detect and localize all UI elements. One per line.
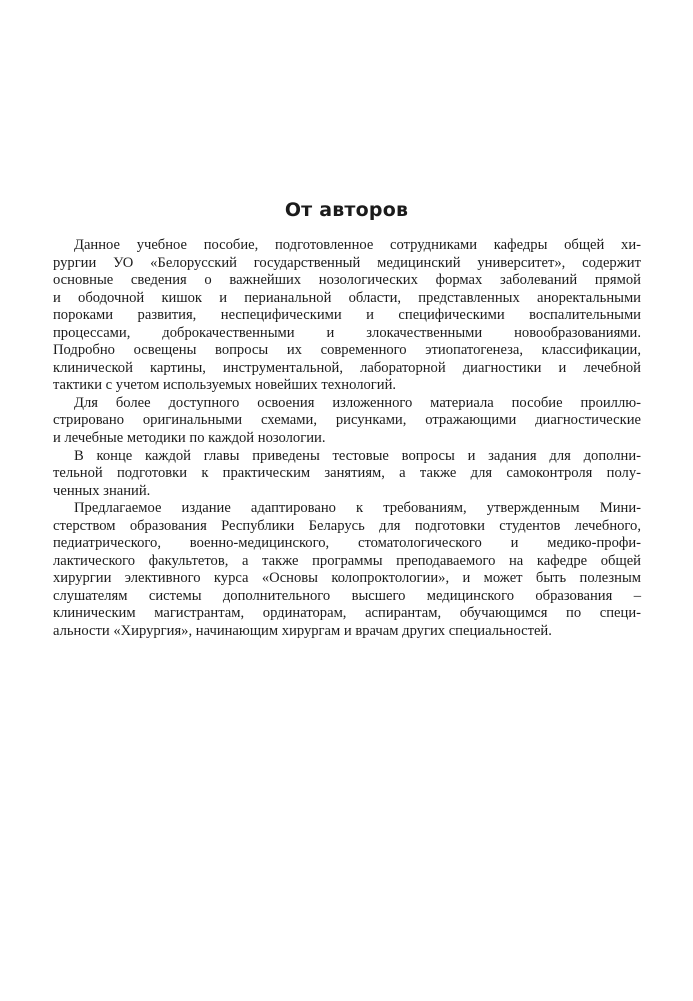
text-line: клинической картины, инструментальной, лабораторной диагностики и лечебной — [53, 359, 641, 376]
text-line: хирургии элективного курса «Основы колопроктологии», и может быть полезным — [53, 570, 641, 587]
text-line: тактики с учетом используемых новейших технологий. — [53, 377, 397, 394]
text-line: Предлагаемое издание адаптировано к требованиям, утвержденным Мини- — [74, 500, 641, 517]
body-text — [53, 237, 641, 641]
text-line: клиническим магистрантам, ординаторам, аспирантам, обучающимся по специ- — [53, 605, 641, 622]
text-line: стерством образования Республики Беларусь для подготовки студентов лечебного, — [53, 517, 641, 534]
text-line: рургии УО «Белорусский государственный медицинский университет», содержит — [53, 254, 641, 271]
paragraph-3 — [53, 448, 641, 501]
text-line: Для более доступного освоения изложенного материала пособие проиллю- — [74, 394, 641, 411]
text-line: В конце каждой главы приведены тестовые вопросы и задания для дополни- — [74, 447, 641, 464]
text-line: пороками развития, неспецифическими и специфическими воспалительными — [53, 307, 641, 324]
text-line: слушателям системы дополнительного высшего медицинского образования – — [53, 587, 641, 604]
text-line: процессами, доброкачественными и злокачественными новообразованиями. — [53, 324, 641, 341]
text-line: Подробно освещены вопросы их современного этиопатогенеза, классификации, — [53, 342, 641, 359]
text-line: альности «Хирургия», начинающим хирургам и врачам других специальностей. — [53, 623, 552, 640]
paragraph-4 — [53, 500, 641, 640]
text-line: тельной подготовки к практическим занятиям, а также для самоконтроля полу- — [53, 465, 641, 482]
section-title: От авторов — [284, 199, 409, 221]
text-line: стрировано оригинальными схемами, рисунками, отражающими диагностические — [53, 412, 641, 429]
text-line: педиатрического, военно-медицинского, стоматологического и медико-профи- — [53, 535, 641, 552]
text-line: ченных знаний. — [53, 482, 151, 499]
paragraph-2 — [53, 395, 641, 448]
text-line: и лечебные методики по каждой нозологии. — [53, 430, 326, 447]
text-line: и ободочной кишок и перианальной области, представленных аноректальными — [53, 289, 641, 306]
text-line: Данное учебное пособие, подготовленное сотрудниками кафедры общей хи- — [74, 237, 641, 253]
text-line: лактического факультетов, а также программы преподаваемого на кафедре общей — [53, 552, 641, 569]
text-line: основные сведения о важнейших нозологических формах заболеваний прямой — [53, 272, 641, 289]
paragraph-1 — [53, 237, 641, 395]
